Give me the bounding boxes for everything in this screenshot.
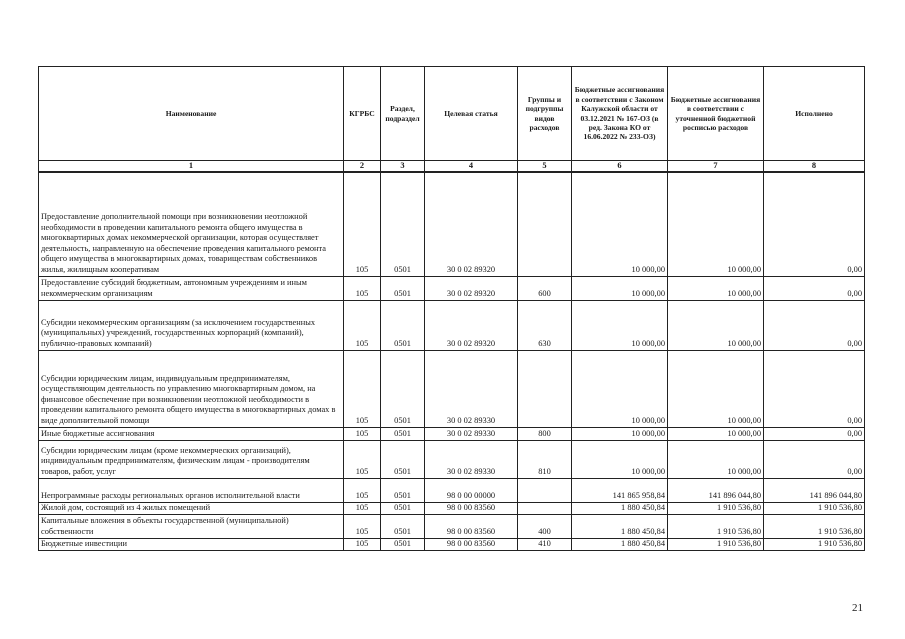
row-name: Непрограммные расходы региональных органов исполнительной власти — [39, 478, 344, 502]
row-roster-amount: 1 910 536,80 — [668, 514, 764, 538]
row-target: 30 0 02 89320 — [425, 276, 518, 300]
table-row — [39, 538, 865, 550]
table-row — [39, 514, 865, 538]
row-name: Бюджетные инвестиции — [39, 538, 344, 550]
row-name: Капитальные вложения в объекты государственной (муниципальной) собственности — [39, 514, 344, 538]
row-group: 630 — [518, 300, 572, 350]
row-executed-amount: 1 910 536,80 — [764, 514, 865, 538]
row-roster-amount: 10 000,00 — [668, 440, 764, 478]
row-kgrbs: 105 — [344, 440, 381, 478]
row-law-amount: 10 000,00 — [572, 427, 668, 440]
row-group — [518, 172, 572, 276]
row-target: 30 0 02 89330 — [425, 427, 518, 440]
row-name: Иные бюджетные ассигнования — [39, 427, 344, 440]
row-name: Субсидии юридическим лицам (кроме некоммерческих организаций), индивидуальным предпринимателям, физическим лицам - производителям товаров, работ, услуг — [39, 440, 344, 478]
column-number: 7 — [668, 161, 764, 173]
row-roster-amount: 10 000,00 — [668, 350, 764, 427]
table-row — [39, 440, 865, 478]
row-law-amount: 141 865 958,84 — [572, 478, 668, 502]
row-name: Предоставление дополнительной помощи при возникновении неотложной необходимости в проведении капитального ремонта общего имущества в многоквартирных домах некоммерческой организации, которая осуществляет деятельность, направленную на обеспечение проведения капитального ремонта общего имущества в многоквартирных домах, товариществам собственников жилья, жилищным кооперативам — [39, 172, 344, 276]
row-section: 0501 — [381, 538, 425, 550]
column-number: 3 — [381, 161, 425, 173]
column-number: 8 — [764, 161, 865, 173]
row-section: 0501 — [381, 172, 425, 276]
row-law-amount: 10 000,00 — [572, 172, 668, 276]
page-number: 21 — [852, 602, 863, 614]
row-executed-amount: 0,00 — [764, 350, 865, 427]
row-executed-amount: 1 910 536,80 — [764, 538, 865, 550]
row-kgrbs: 105 — [344, 276, 381, 300]
row-executed-amount: 1 910 536,80 — [764, 502, 865, 514]
row-target: 30 0 02 89320 — [425, 172, 518, 276]
table-row — [39, 350, 865, 427]
row-executed-amount: 0,00 — [764, 276, 865, 300]
row-kgrbs: 105 — [344, 427, 381, 440]
row-group: 800 — [518, 427, 572, 440]
row-law-amount: 1 880 450,84 — [572, 514, 668, 538]
row-target: 30 0 02 89330 — [425, 350, 518, 427]
row-roster-amount: 10 000,00 — [668, 172, 764, 276]
row-roster-amount: 1 910 536,80 — [668, 502, 764, 514]
row-target: 98 0 00 83560 — [425, 502, 518, 514]
row-executed-amount: 0,00 — [764, 440, 865, 478]
table-row — [39, 276, 865, 300]
row-law-amount: 10 000,00 — [572, 440, 668, 478]
row-kgrbs: 105 — [344, 538, 381, 550]
budget-table — [38, 66, 865, 551]
row-group: 400 — [518, 514, 572, 538]
row-target: 30 0 02 89330 — [425, 440, 518, 478]
row-executed-amount: 0,00 — [764, 300, 865, 350]
row-group — [518, 478, 572, 502]
row-roster-amount: 10 000,00 — [668, 276, 764, 300]
column-number-row — [39, 161, 865, 173]
column-number: 1 — [39, 161, 344, 173]
row-target: 98 0 00 83560 — [425, 514, 518, 538]
row-kgrbs: 105 — [344, 502, 381, 514]
row-kgrbs: 105 — [344, 350, 381, 427]
table-row — [39, 502, 865, 514]
header-kgrbs: КГРБС — [344, 67, 381, 161]
row-section: 0501 — [381, 440, 425, 478]
header-target-article: Целевая статья — [425, 67, 518, 161]
row-group: 410 — [518, 538, 572, 550]
table-row — [39, 300, 865, 350]
row-roster-amount: 10 000,00 — [668, 300, 764, 350]
row-executed-amount: 0,00 — [764, 172, 865, 276]
row-kgrbs: 105 — [344, 172, 381, 276]
row-executed-amount: 0,00 — [764, 427, 865, 440]
row-group — [518, 350, 572, 427]
row-roster-amount: 141 896 044,80 — [668, 478, 764, 502]
row-target: 98 0 00 83560 — [425, 538, 518, 550]
row-executed-amount: 141 896 044,80 — [764, 478, 865, 502]
row-section: 0501 — [381, 300, 425, 350]
header-executed: Исполнено — [764, 67, 865, 161]
header-roster-allocations: Бюджетные ассигнования в соответствии с уточненной бюджетной росписью расходов — [668, 67, 764, 161]
row-section: 0501 — [381, 478, 425, 502]
row-section: 0501 — [381, 427, 425, 440]
row-section: 0501 — [381, 502, 425, 514]
header-section: Раздел, подраздел — [381, 67, 425, 161]
row-law-amount: 1 880 450,84 — [572, 538, 668, 550]
column-number: 6 — [572, 161, 668, 173]
row-name: Субсидии некоммерческим организациям (за исключением государственных (муниципальных) учреждений, государственных корпораций (компаний), публично-правовых компаний) — [39, 300, 344, 350]
row-name: Предоставление субсидий бюджетным, автономным учреждениям и иным некоммерческим организациям — [39, 276, 344, 300]
row-target: 30 0 02 89320 — [425, 300, 518, 350]
row-law-amount: 10 000,00 — [572, 350, 668, 427]
row-kgrbs: 105 — [344, 478, 381, 502]
table-header-row — [39, 67, 865, 161]
row-group: 810 — [518, 440, 572, 478]
row-group: 600 — [518, 276, 572, 300]
table-row — [39, 172, 865, 276]
row-section: 0501 — [381, 276, 425, 300]
row-group — [518, 502, 572, 514]
row-roster-amount: 1 910 536,80 — [668, 538, 764, 550]
row-kgrbs: 105 — [344, 514, 381, 538]
header-name: Наименование — [39, 67, 344, 161]
row-kgrbs: 105 — [344, 300, 381, 350]
row-law-amount: 1 880 450,84 — [572, 502, 668, 514]
row-roster-amount: 10 000,00 — [668, 427, 764, 440]
row-name: Субсидии юридическим лицам, индивидуальным предпринимателям, осуществляющим деятельность по управлению многоквартирным домом, на финансовое обеспечение при возникновении неотложной необходимости в проведении капитального ремонта общего имущества в многоквартирных домах в виде дополнительной помощи — [39, 350, 344, 427]
column-number: 4 — [425, 161, 518, 173]
table-row — [39, 478, 865, 502]
header-expense-group: Группы и подгруппы видов расходов — [518, 67, 572, 161]
row-section: 0501 — [381, 350, 425, 427]
column-number: 2 — [344, 161, 381, 173]
row-law-amount: 10 000,00 — [572, 276, 668, 300]
column-number: 5 — [518, 161, 572, 173]
row-section: 0501 — [381, 514, 425, 538]
row-name: Жилой дом, состоящий из 4 жилых помещений — [39, 502, 344, 514]
row-target: 98 0 00 00000 — [425, 478, 518, 502]
row-law-amount: 10 000,00 — [572, 300, 668, 350]
table-row — [39, 427, 865, 440]
header-law-allocations: Бюджетные ассигнования в соответствии с Законом Калужской области от 03.12.2021 № 167-ОЗ (в ред. Закона КО от 16.06.2022 № 233-ОЗ) — [572, 67, 668, 161]
